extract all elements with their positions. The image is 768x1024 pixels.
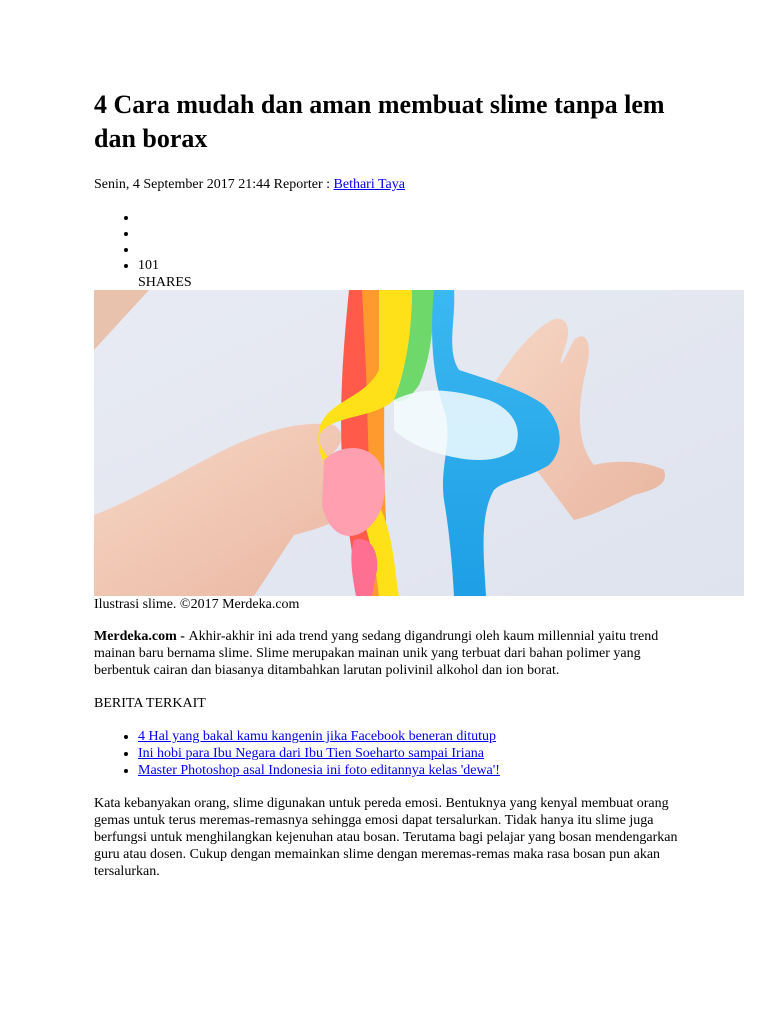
body-paragraph: Kata kebanyakan orang, slime digunakan untuk pereda emosi. Bentuknya yang kenyal membuat orang gemas untuk terus meremas-remasnya sehingga emosi dapat tersalurkan. Tidak hanya itu slime juga berfungsi untuk menghilangkan kejenuhan atau bosan. Terutama bagi pelajar yang bosan mendengarkan guru atau dosen. Cukup dengan memainkan slime dengan meremas-remas maka rasa bosan pun akan tersalurkan. (94, 796, 678, 879)
article-header (94, 88, 744, 291)
list-item (138, 762, 694, 779)
article-image (94, 290, 744, 596)
related-link-2[interactable]: Ini hobi para Ibu Negara dari Ibu Tien Soeharto sampai Iriana (138, 746, 485, 761)
publish-info: Senin, 4 September 2017 21:44 Reporter : (94, 177, 334, 192)
lead-paragraph (94, 628, 694, 679)
article-meta (94, 176, 744, 194)
lead-source: Merdeka.com - (94, 629, 189, 644)
article-body (94, 628, 694, 880)
lead-text: Akhir-akhir ini ada trend yang sedang digandrungi oleh kaum millennial yaitu trend mainan baru bernama slime. Slime merupakan mainan unik yang terbuat dari bahan polimer yang berbentuk cairan dan biasanya ditambahkan larutan polivinil alkohol dan ion borat. (94, 629, 659, 678)
related-list (94, 728, 694, 779)
related-heading: BERITA TERKAIT (94, 696, 206, 711)
list-item (138, 745, 694, 762)
share-count-value: 101 (138, 258, 159, 273)
share-count-label: SHARES (138, 275, 192, 290)
related-link-1[interactable]: 4 Hal yang bakal kamu kangenin jika Facebook beneran ditutup (138, 729, 497, 744)
related-link-3[interactable]: Master Photoshop asal Indonesia ini foto editannya kelas 'dewa'! (138, 763, 500, 778)
share-item-1[interactable] (138, 209, 744, 225)
share-list (94, 209, 744, 291)
share-item-2[interactable] (138, 225, 744, 241)
list-item (138, 728, 694, 745)
reporter-link[interactable]: Bethari Taya (333, 177, 405, 192)
share-item-3[interactable] (138, 241, 744, 257)
image-caption: Ilustrasi slime. ©2017 Merdeka.com (94, 597, 300, 612)
article-title: 4 Cara mudah dan aman membuat slime tanpa lem dan borax (94, 90, 665, 153)
slime-illustration (94, 290, 744, 596)
share-count (138, 257, 744, 291)
